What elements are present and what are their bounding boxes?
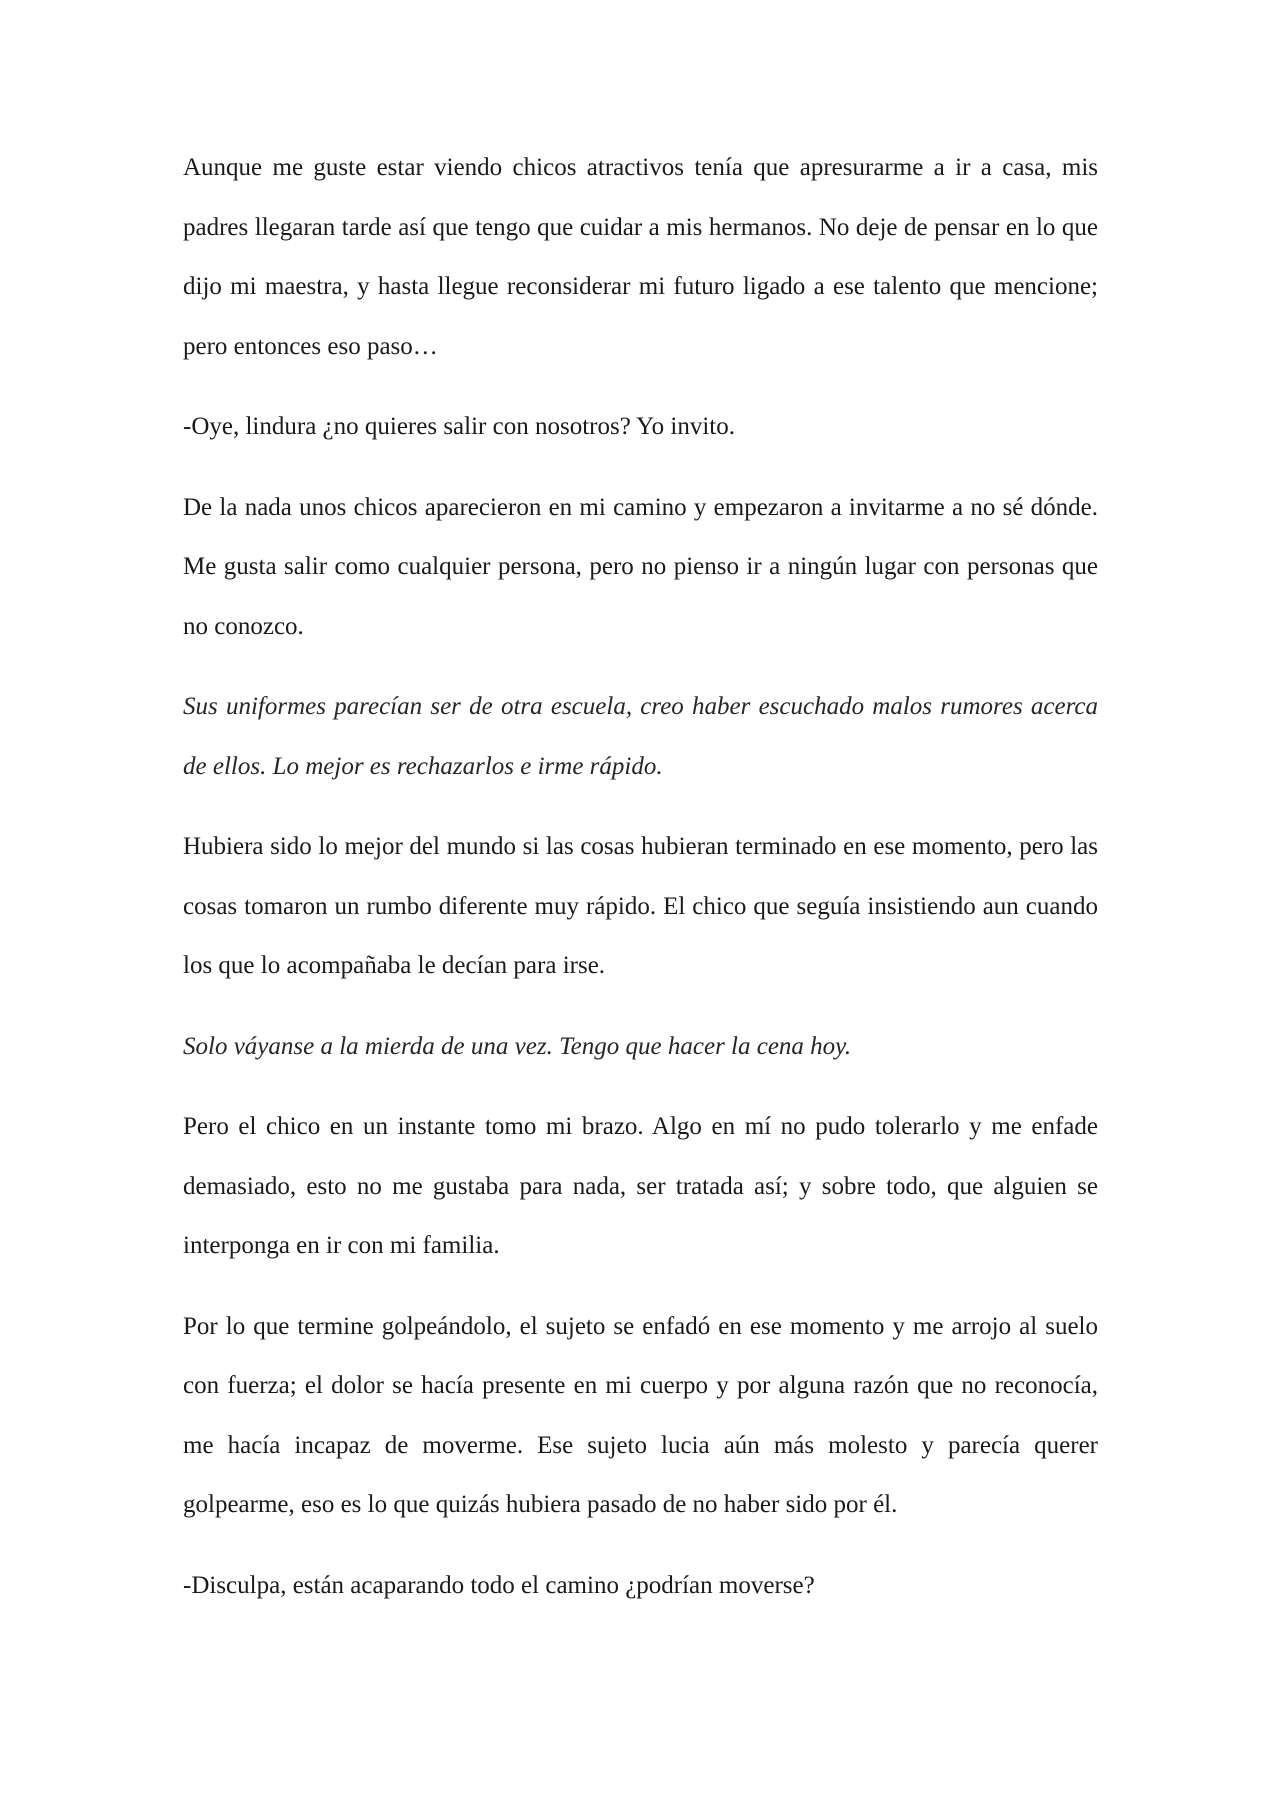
document-body <box>183 138 1098 1636</box>
inner-thought-1: Sus uniformes parecían ser de otra escuela, creo haber escuchado malos rumores acerca de ellos. Lo mejor es rechazarlos e irme rápido. <box>183 693 1098 780</box>
paragraph-5: Por lo que termine golpeándolo, el sujeto se enfadó en ese momento y me arrojo al suelo con fuerza; el dolor se hacía presente en mi cuerpo y por alguna razón que no reconocía, me hacía incapaz de moverme. Ese sujeto lucia aún más molesto y parecía querer golpearme, eso es lo que quizás hubiera pasado de no haber sido por él. <box>183 1312 1098 1518</box>
paragraph-4: Pero el chico en un instante tomo mi brazo. Algo en mí no pudo tolerarlo y me enfade demasiado, esto no me gustaba para nada, ser tratada así; y sobre todo, que alguien se interponga en ir con mi familia. <box>183 1113 1098 1259</box>
paragraph-1: Aunque me guste estar viendo chicos atractivos tenía que apresurarme a ir a casa, mis padres llegaran tarde así que tengo que cuidar a mis hermanos. No deje de pensar en lo que dijo mi maestra, y hasta llegue reconsiderar mi futuro ligado a ese talento que mencione; pero entonces eso paso… <box>183 154 1098 360</box>
paragraph-3: Hubiera sido lo mejor del mundo si las cosas hubieran terminado en ese momento, pero las cosas tomaron un rumbo diferente muy rápido. El chico que seguía insistiendo aun cuando los que lo acompañaba le decían para irse. <box>183 833 1098 979</box>
inner-thought-2: Solo váyanse a la mierda de una vez. Tengo que hacer la cena hoy. <box>183 1032 852 1060</box>
dialogue-line-1: -Oye, lindura ¿no quieres salir con nosotros? Yo invito. <box>183 413 736 440</box>
paragraph-2: De la nada unos chicos aparecieron en mi camino y empezaron a invitarme a no sé dónde. Me gusta salir como cualquier persona, pero no pienso ir a ningún lugar con personas que no conozco. <box>183 493 1098 640</box>
dialogue-line-2: -Disculpa, están acaparando todo el camino ¿podrían moverse? <box>183 1571 815 1599</box>
